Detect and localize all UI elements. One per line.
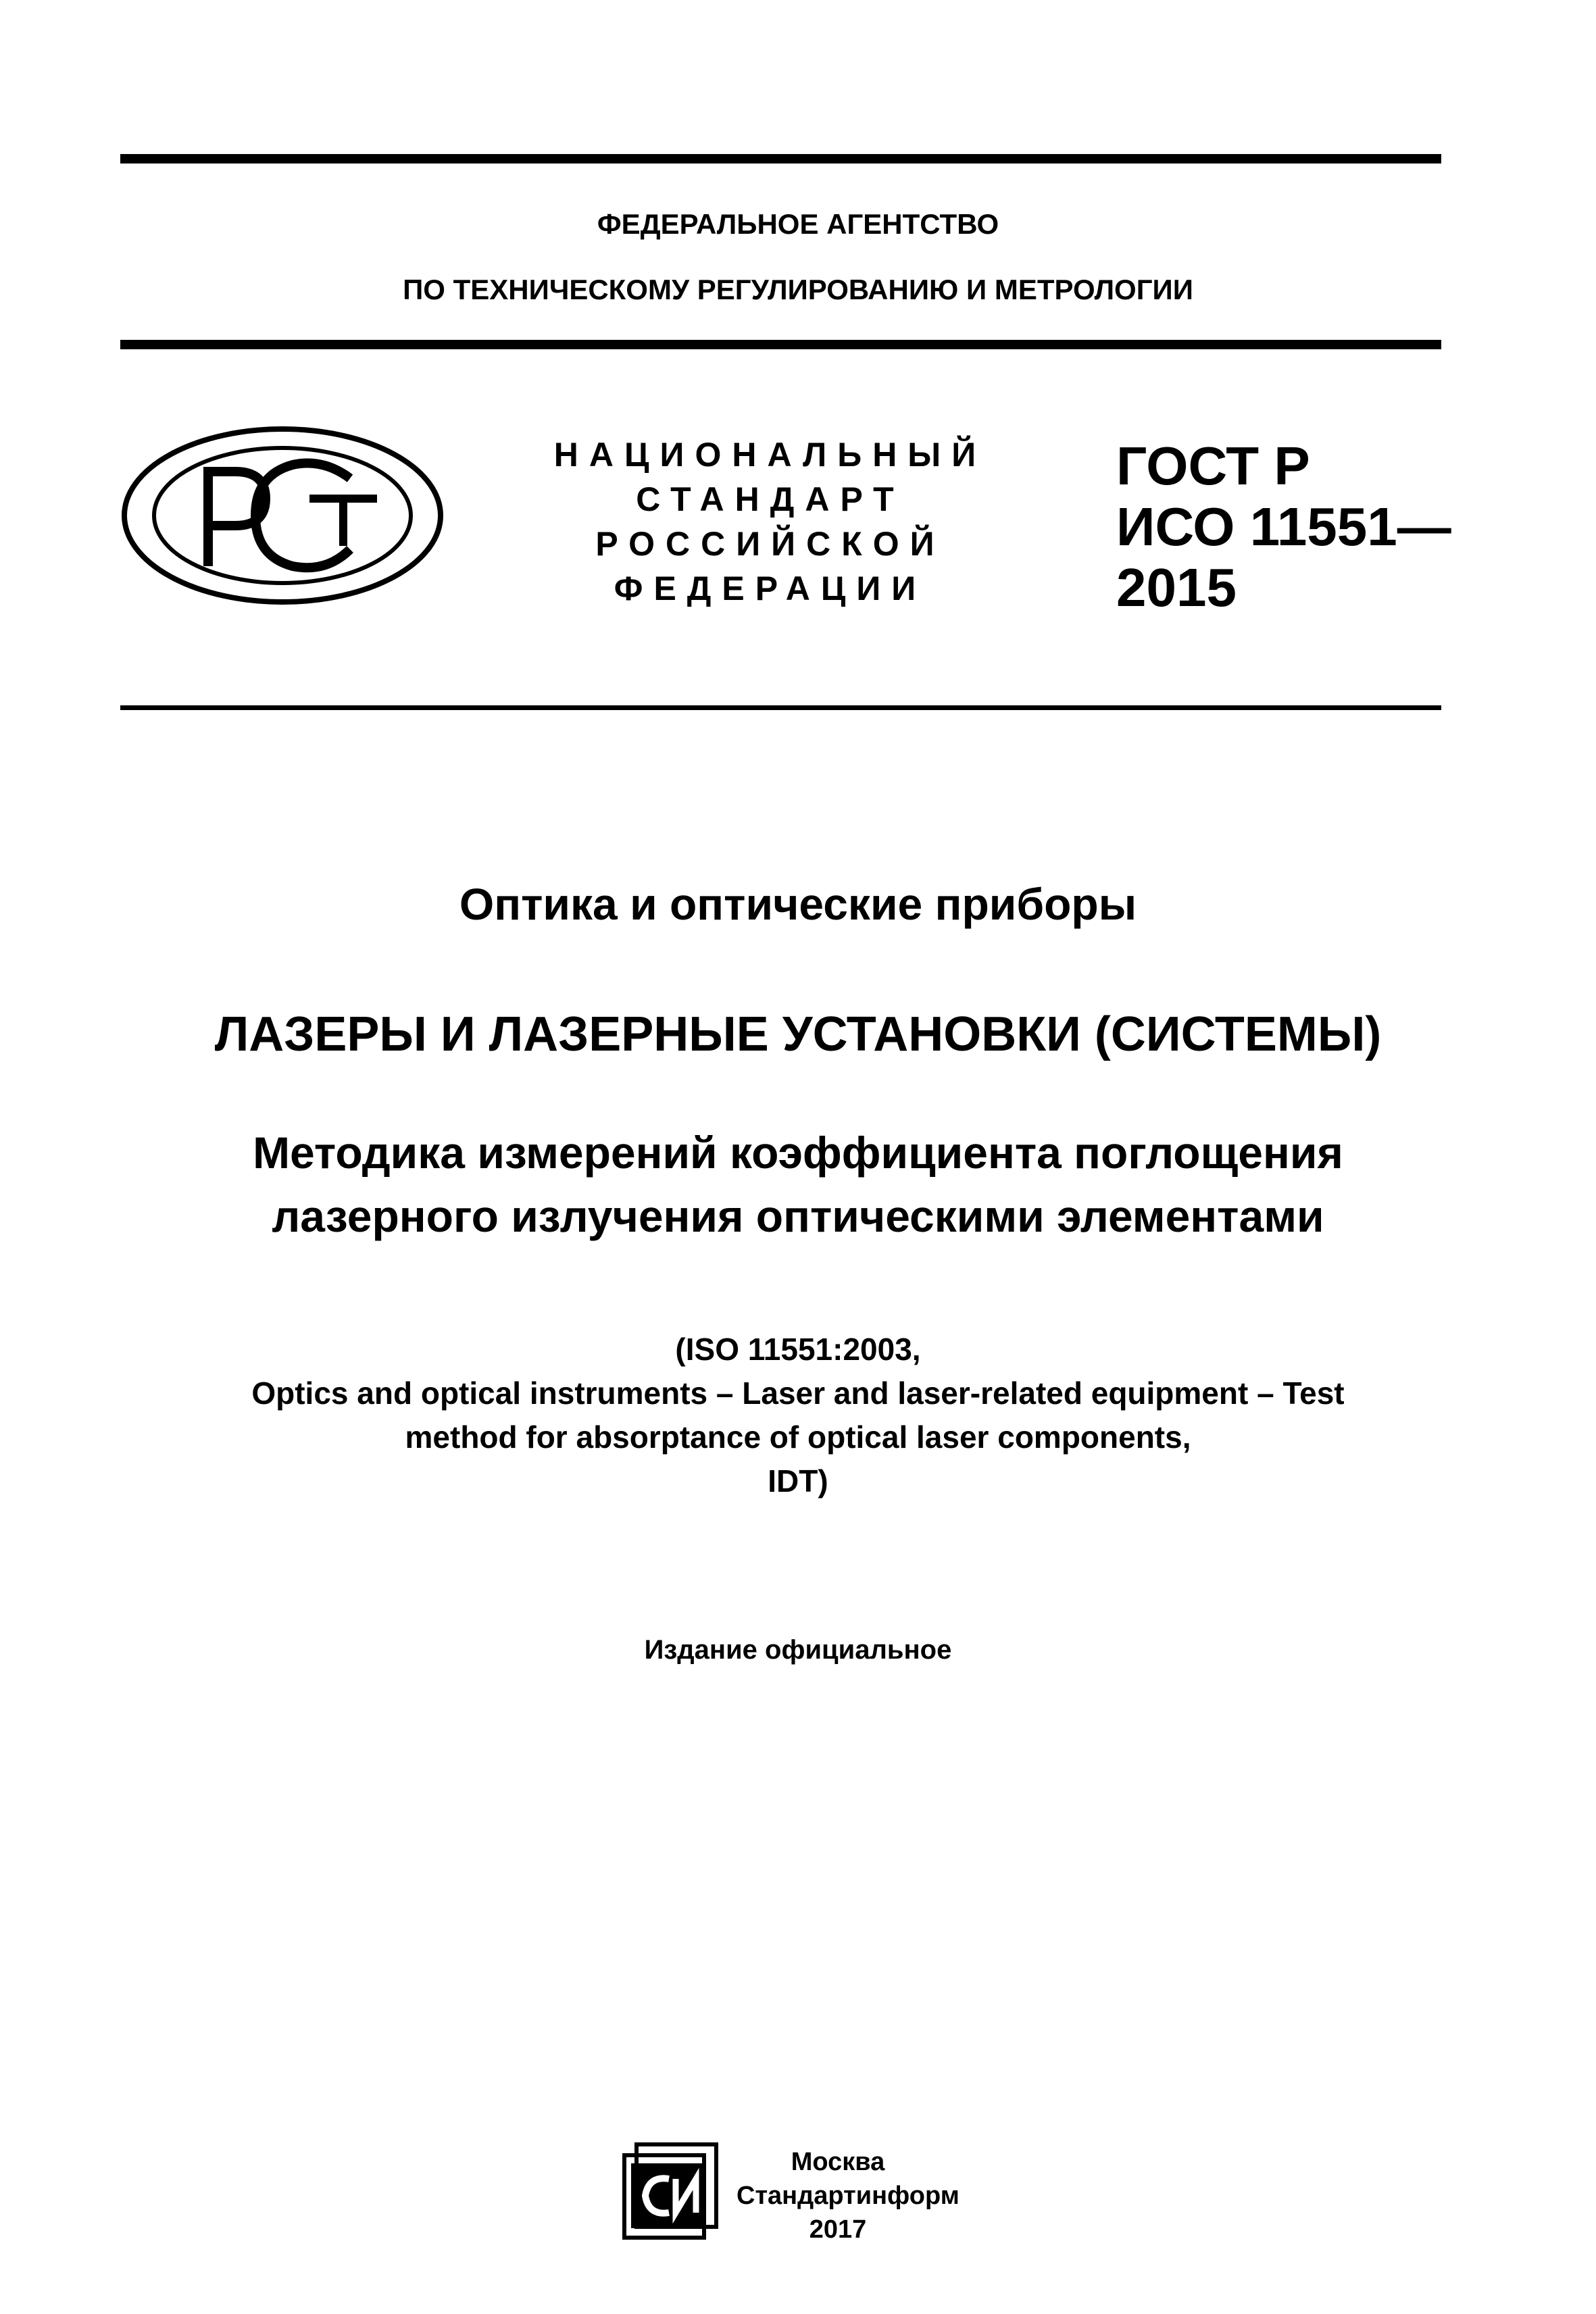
national-standard-block <box>514 432 1027 611</box>
edition-label: Издание официальное <box>644 1635 952 1665</box>
national-line-3: РОССИЙСКОЙ <box>595 525 945 563</box>
gost-line-2: ИСО 11551— <box>1116 497 1451 557</box>
national-line-2: СТАНДАРТ <box>636 480 905 518</box>
agency-line-1: ФЕДЕРАЛЬНОЕ АГЕНТСТВО <box>597 208 999 240</box>
iso-ref-line-2: Optics and optical instruments – Laser and laser-related equipment – Test <box>251 1376 1345 1411</box>
iso-ref-line-1: (ISO 11551:2003, <box>675 1332 921 1367</box>
standard-bottom-rule <box>120 705 1441 710</box>
publisher-block <box>737 2145 959 2246</box>
iso-ref-line-4: IDT) <box>768 1463 828 1499</box>
publisher-name: Стандартинформ <box>737 2182 959 2210</box>
standartinform-logo <box>622 2142 723 2243</box>
gost-line-3: 2015 <box>1116 557 1237 618</box>
main-title: ЛАЗЕРЫ И ЛАЗЕРНЫЕ УСТАНОВКИ (СИСТЕМЫ) <box>214 1007 1382 1061</box>
method-title-line-2: лазерного излучения оптическими элементами <box>272 1191 1324 1241</box>
publisher-year: 2017 <box>809 2215 867 2244</box>
subject-title: Оптика и оптические приборы <box>459 879 1137 929</box>
method-title-line-1: Методика измерений коэффициента поглощения <box>253 1128 1343 1178</box>
agency-bottom-rule <box>120 340 1441 349</box>
national-line-1: НАЦИОНАЛЬНЫЙ <box>553 436 987 474</box>
top-rule <box>120 154 1441 164</box>
gost-line-1: ГОСТ Р <box>1116 436 1310 496</box>
iso-ref-line-3: method for absorptance of optical laser components, <box>405 1419 1191 1455</box>
agency-line-2: ПО ТЕХНИЧЕСКОМУ РЕГУЛИРОВАНИЮ И МЕТРОЛОГИИ <box>403 274 1193 305</box>
publisher-city: Москва <box>791 2148 885 2176</box>
rst-logo <box>120 424 445 607</box>
national-line-4: ФЕДЕРАЦИИ <box>614 570 927 607</box>
gost-number <box>1116 436 1451 618</box>
